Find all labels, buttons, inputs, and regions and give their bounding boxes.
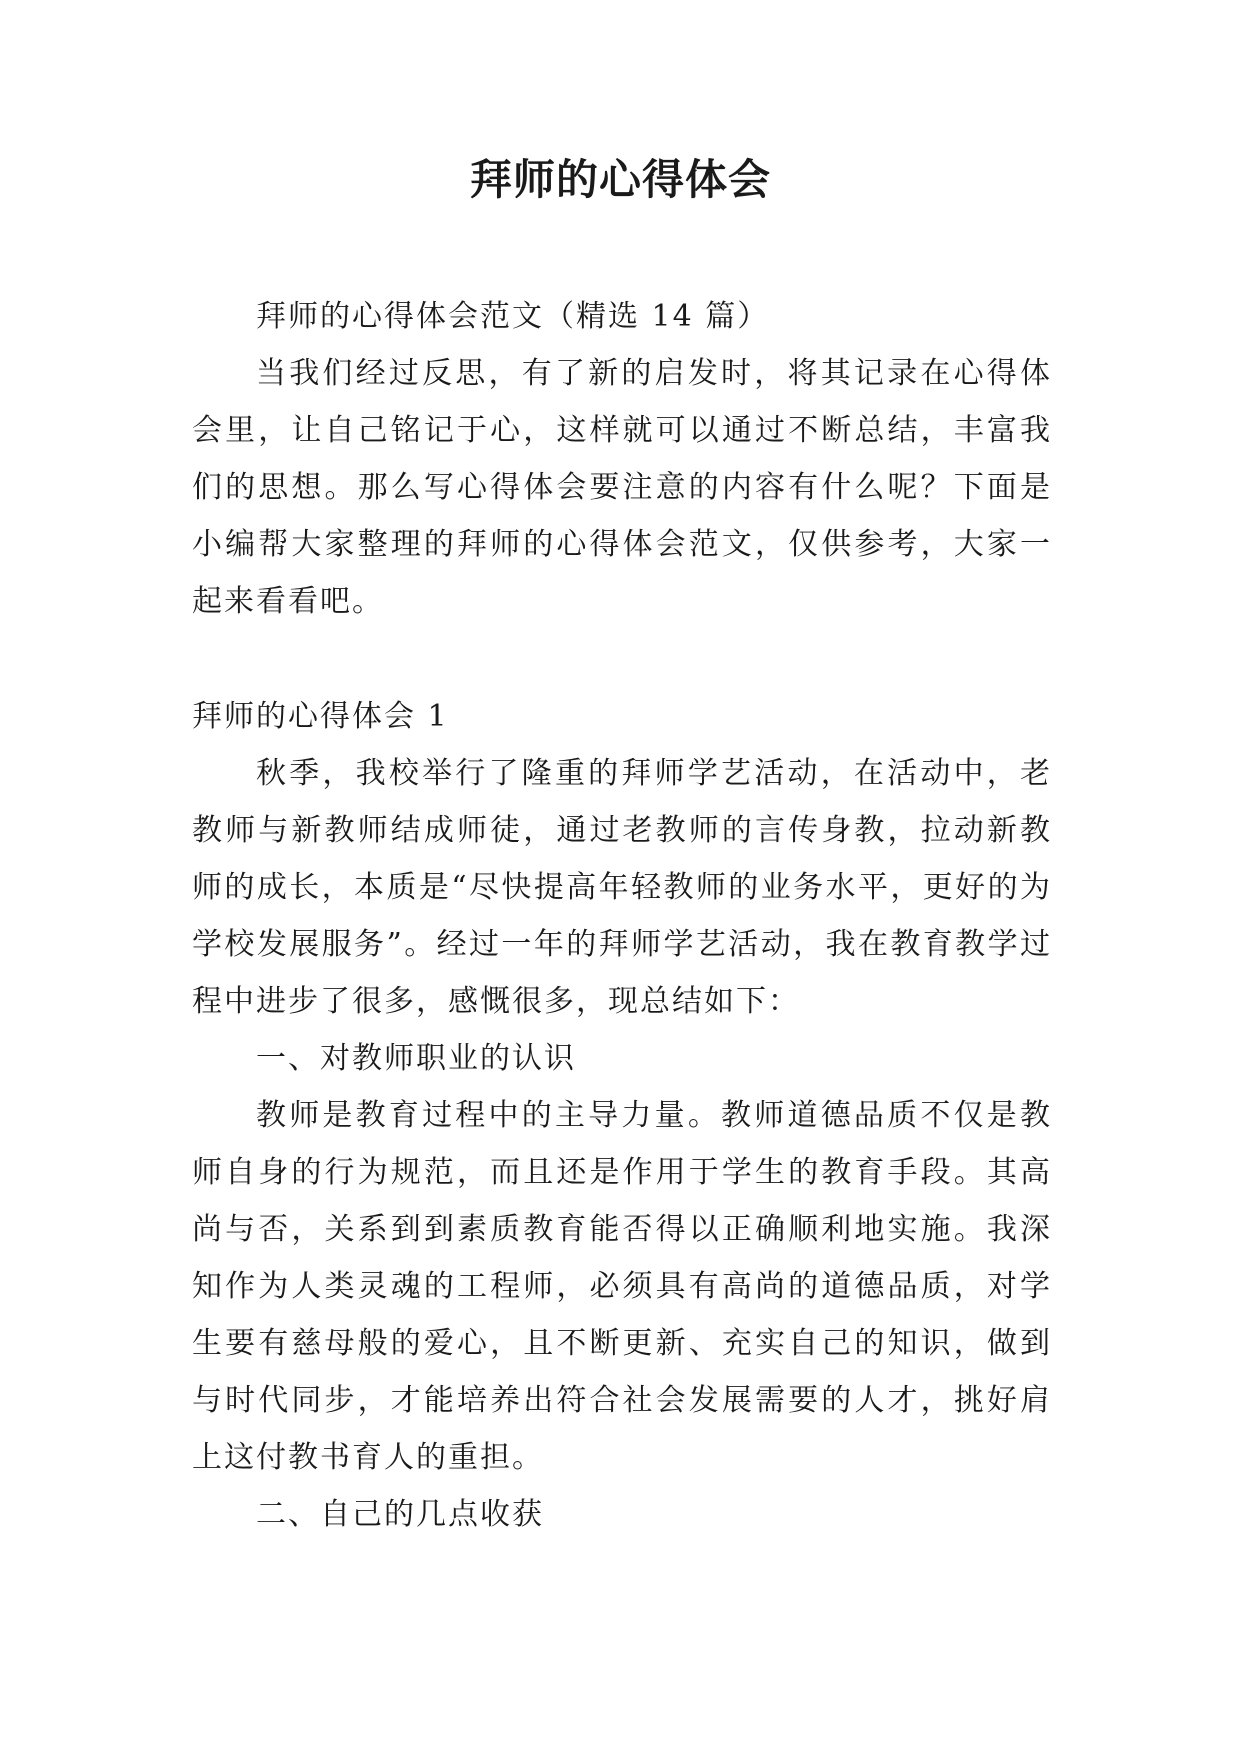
document-body [192, 288, 1052, 1543]
section-spacer [192, 630, 1052, 688]
point-paragraph-1: 教师是教育过程中的主导力量。教师道德品质不仅是教师自身的行为规范，而且还是作用于学生的教育手段。其高尚与否，关系到到素质教育能否得以正确顺利地实施。我深知作为人类灵魂的工程师，必须具有高尚的道德品质，对学生要有慈母般的爱心，且不断更新、充实自己的知识，做到与时代同步，才能培养出符合社会发展需要的人才，挑好肩上这付教书育人的重担。 [192, 1098, 1052, 1475]
subtitle-line: 拜师的心得体会范文（精选 14 篇） [256, 299, 770, 334]
intro-paragraph: 当我们经过反思，有了新的启发时，将其记录在心得体会里，让自己铭记于心，这样就可以通过不断总结，丰富我们的思想。那么写心得体会要注意的内容有什么呢？下面是小编帮大家整理的拜师的心得体会范文，仅供参考，大家一起来看看吧。 [192, 356, 1052, 619]
point-heading-2: 二、自己的几点收获 [256, 1497, 544, 1532]
document-title: 拜师的心得体会 [469, 155, 771, 204]
point-heading-1: 一、对教师职业的认识 [256, 1041, 576, 1076]
section-paragraph: 秋季，我校举行了隆重的拜师学艺活动，在活动中，老教师与新教师结成师徒，通过老教师的言传身教，拉动新教师的成长，本质是“尽快提高年轻教师的业务水平，更好的为学校发展服务”。经过一年的拜师学艺活动，我在教育教学过程中进步了很多，感慨很多，现总结如下： [192, 756, 1052, 1019]
section-heading: 拜师的心得体会 1 [192, 699, 449, 734]
